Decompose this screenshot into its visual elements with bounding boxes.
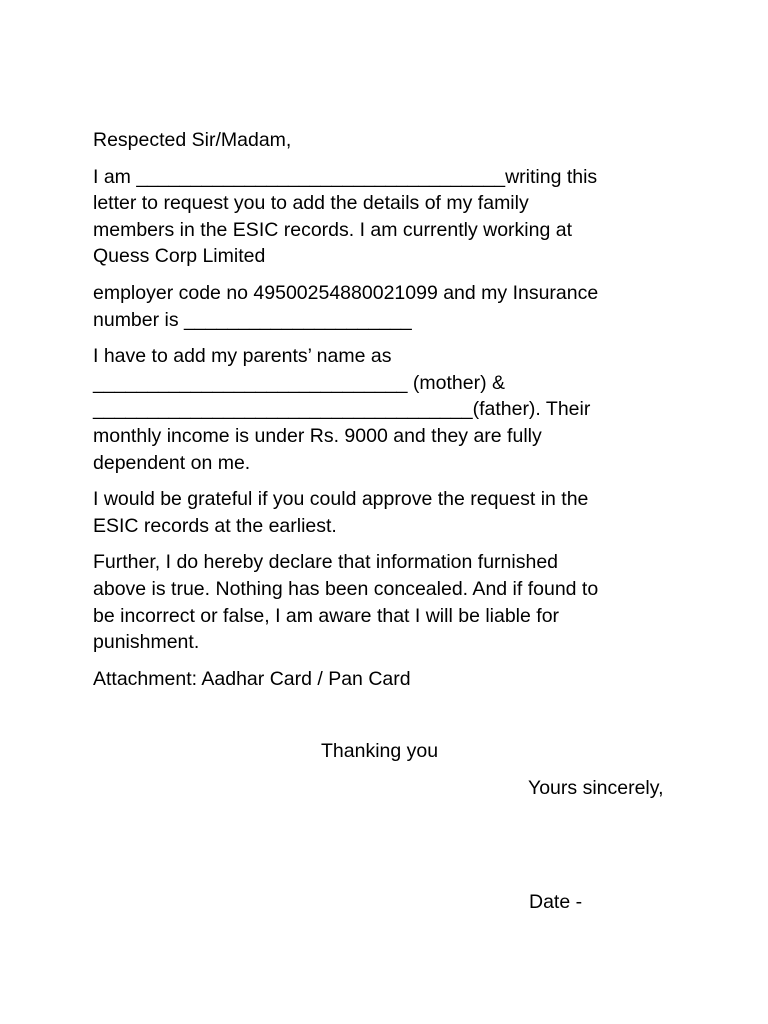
salutation: Respected Sir/Madam, bbox=[93, 129, 292, 151]
attachment-line: Attachment: Aadhar Card / Pan Card bbox=[93, 667, 411, 690]
request-paragraph: I would be grateful if you could approve the request in the ESIC records at the earliest. bbox=[93, 488, 589, 537]
letter-body bbox=[93, 127, 663, 702]
parents-paragraph: I have to add my parents’ name as _____________________________ (mother) & ___________________________________(father). Their monthly income is under Rs. 9000 and they are fully dependent on me. bbox=[93, 345, 591, 474]
intro-paragraph: I am __________________________________writing this letter to request you to add the details of my family members in the ESIC records. I am currently working at Quess Corp Limited bbox=[93, 165, 598, 268]
date-label: Date - bbox=[529, 891, 583, 913]
sign-off-line: Yours sincerely, bbox=[528, 777, 664, 799]
declaration-paragraph: Further, I do hereby declare that information furnished above is true. Nothing has been concealed. And if found to be incorrect or false, I am aware that I will be liable for punishment. bbox=[93, 551, 599, 654]
thanking-line: Thanking you bbox=[321, 740, 439, 762]
employer-paragraph: employer code no 49500254880021099 and my Insurance number is _____________________ bbox=[93, 281, 599, 331]
